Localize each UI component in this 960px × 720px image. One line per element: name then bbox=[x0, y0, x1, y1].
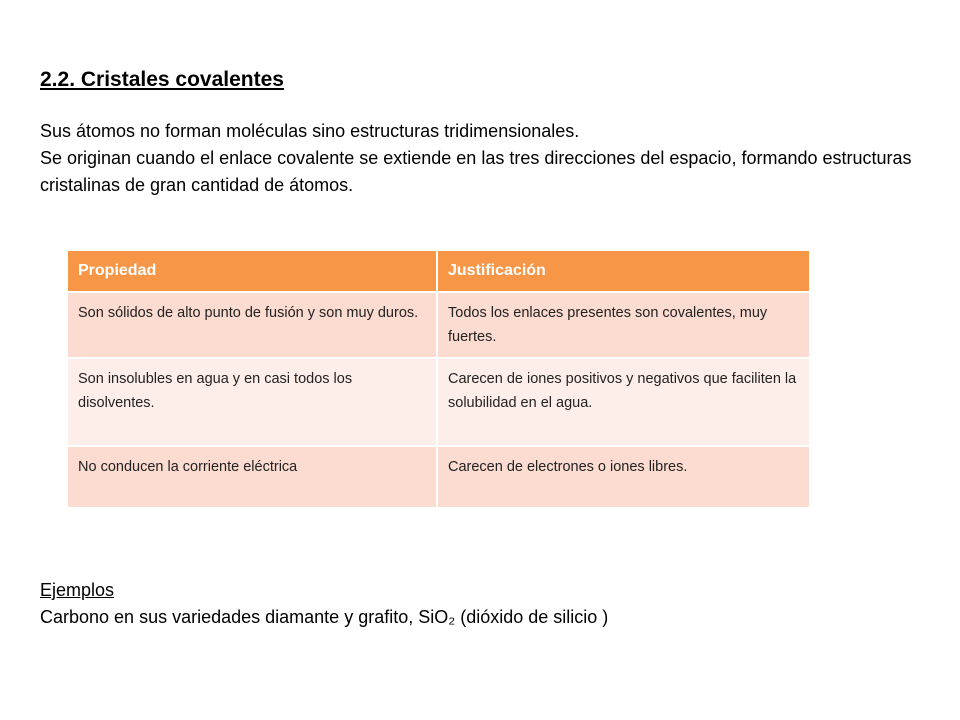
examples-text: Carbono en sus variedades diamante y grafito, SiO₂ (dióxido de silicio ) bbox=[40, 607, 609, 627]
table-row bbox=[68, 358, 809, 446]
table-cell-justification: Todos los enlaces presentes son covalentes, muy fuertes. bbox=[437, 292, 809, 358]
examples-section bbox=[40, 577, 920, 631]
table-cell-property: No conducen la corriente eléctrica bbox=[68, 446, 437, 507]
header-justificacion: Justificación bbox=[437, 251, 809, 292]
table-cell-justification: Carecen de electrones o iones libres. bbox=[437, 446, 809, 507]
intro-line-2: Se originan cuando el enlace covalente se extiende en las tres direcciones del espacio, formando estructuras cristalinas de gran cantidad de átomos. bbox=[40, 148, 912, 195]
table-row bbox=[68, 446, 809, 507]
table-row bbox=[68, 292, 809, 358]
header-propiedad: Propiedad bbox=[68, 251, 437, 292]
table-cell-justification: Carecen de iones positivos y negativos que faciliten la solubilidad en el agua. bbox=[437, 358, 809, 446]
intro-text bbox=[40, 118, 920, 199]
slide-title: 2.2. Cristales covalentes bbox=[40, 68, 284, 91]
properties-table bbox=[68, 251, 809, 507]
examples-title: Ejemplos bbox=[40, 580, 115, 600]
table-cell-property: Son sólidos de alto punto de fusión y son muy duros. bbox=[68, 292, 437, 358]
intro-line-1: Sus átomos no forman moléculas sino estructuras tridimensionales. bbox=[40, 121, 580, 141]
table-header-row bbox=[68, 251, 809, 292]
table-cell-property: Son insolubles en agua y en casi todos los disolventes. bbox=[68, 358, 437, 446]
